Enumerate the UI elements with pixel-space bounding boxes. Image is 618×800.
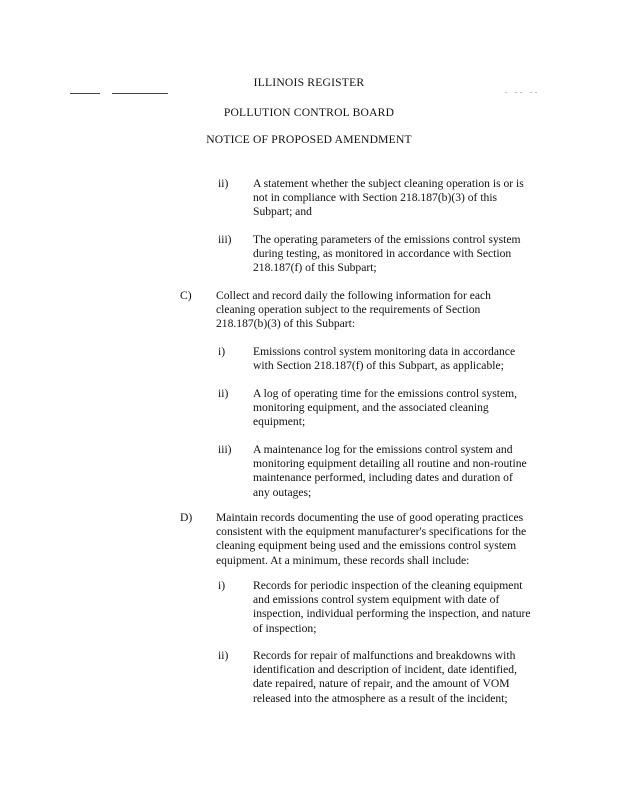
text-line: during testing, as monitored in accordance with Section	[253, 247, 512, 261]
text-line: consistent with the equipment manufacturer's specifications for the	[216, 525, 527, 539]
item-text	[253, 387, 517, 430]
item-text	[216, 289, 491, 332]
text-line: equipment. At a minimum, these records shall include:	[216, 553, 470, 567]
text-line: monitoring equipment detailing all routine and non-routine	[253, 457, 527, 471]
text-line: Maintain records documenting the use of good operating practices	[216, 511, 524, 524]
item-label: i)	[218, 579, 226, 592]
agency-title: POLLUTION CONTROL BOARD	[223, 106, 395, 119]
text-line: monitoring equipment, and the associated cleaning	[253, 401, 489, 415]
text-line: Collect and record daily the following information for each	[216, 289, 491, 302]
text-line: Records for repair of malfunctions and breakdowns with	[253, 649, 516, 662]
header-dots-right: . .. ..	[505, 86, 540, 95]
text-line: Subpart; and	[253, 205, 312, 219]
text-line: A log of operating time for the emissions control system,	[253, 387, 518, 400]
text-line: not in compliance with Section 218.187(b)(3) of this	[253, 191, 498, 205]
text-line: of inspection;	[253, 621, 317, 635]
header-rule-left-2	[112, 93, 168, 94]
text-line: inspection, individual performing the inspection, and nature	[253, 607, 531, 621]
text-line: released into the atmosphere as a result of the incident;	[253, 691, 508, 705]
text-line: equipment;	[253, 415, 306, 429]
text-line: any outages;	[253, 485, 312, 499]
text-line: 218.187(f) of this Subpart;	[253, 261, 377, 275]
text-line: cleaning operation subject to the requirements of Section	[216, 303, 481, 317]
item-text	[253, 345, 515, 373]
item-label: ii)	[218, 649, 229, 662]
text-line: 218.187(b)(3) of this Subpart:	[216, 317, 356, 331]
text-line: maintenance performed, including dates and duration of	[253, 471, 513, 485]
text-line: A statement whether the subject cleaning operation is or is	[253, 177, 524, 190]
item-label: ii)	[218, 387, 229, 400]
text-line: Emissions control system monitoring data in accordance	[253, 345, 516, 358]
text-line: and emissions control system equipment with date of	[253, 593, 500, 607]
register-title: ILLINOIS REGISTER	[253, 76, 365, 89]
item-label: ii)	[218, 177, 229, 190]
item-label: D)	[180, 511, 193, 524]
item-text	[253, 233, 521, 276]
text-line: date repaired, nature of repair, and the amount of VOM	[253, 677, 510, 691]
text-line: Records for periodic inspection of the cleaning equipment	[253, 579, 523, 592]
item-label: iii)	[218, 443, 232, 456]
item-text	[253, 177, 524, 220]
text-line: with Section 218.187(f) of this Subpart, as applicable;	[253, 359, 504, 373]
text-line: cleaning equipment being used and the emissions control system	[216, 539, 517, 553]
item-text	[253, 443, 527, 500]
header-rule-left-1	[70, 93, 100, 94]
item-label: C)	[180, 289, 192, 302]
item-text	[216, 511, 526, 568]
item-label: iii)	[218, 233, 232, 246]
notice-title: NOTICE OF PROPOSED AMENDMENT	[206, 133, 412, 146]
text-line: A maintenance log for the emissions control system and	[253, 443, 513, 456]
text-line: The operating parameters of the emissions control system	[253, 233, 521, 246]
text-line: identification and description of incident, date identified,	[253, 663, 517, 677]
item-label: i)	[218, 345, 226, 358]
item-text	[253, 579, 531, 636]
item-text	[253, 649, 517, 706]
